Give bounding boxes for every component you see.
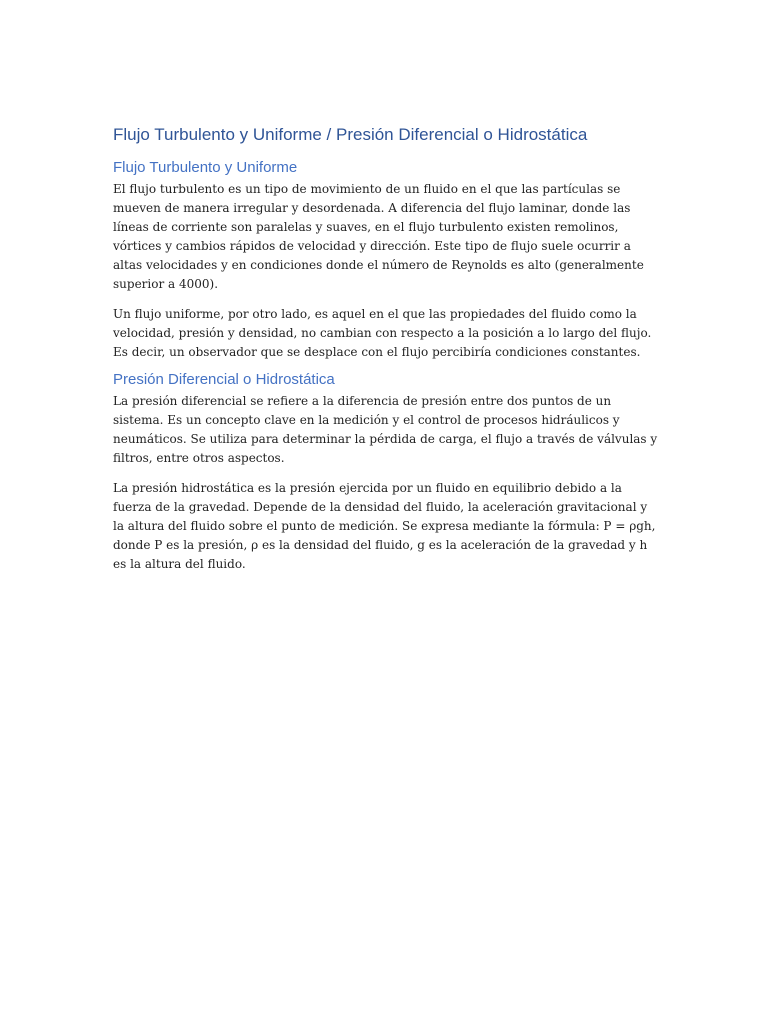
page-title: Flujo Turbulento y Uniforme / Presión Diferencial o Hidrostática bbox=[113, 125, 588, 144]
section-heading: Flujo Turbulento y Uniforme bbox=[113, 159, 298, 176]
section-flujo-turbulento bbox=[113, 158, 658, 362]
document-body bbox=[113, 124, 658, 585]
paragraph: Un flujo uniforme, por otro lado, es aquel en el que las propiedades del fluido como la velocidad, presión y densidad, no cambian con respecto a la posición a lo largo del flujo. Es decir, un observador que se desplace con el flujo percibiría condiciones constantes. bbox=[113, 307, 652, 359]
section-presion-diferencial bbox=[113, 370, 658, 574]
paragraph: El flujo turbulento es un tipo de movimiento de un fluido en el que las partículas se mueven de manera irregular y desordenada. A diferencia del flujo laminar, donde las líneas de corriente son paralelas y suaves, en el flujo turbulento existen remolinos, vórtices y cambios rápidos de velocidad y dirección. Este tipo de flujo suele ocurrir a altas velocidades y en condiciones donde el número de Reynolds es alto (generalmente superior a 4000). bbox=[113, 182, 644, 291]
paragraph: La presión diferencial se refiere a la diferencia de presión entre dos puntos de un sistema. Es un concepto clave en la medición y el control de procesos hidráulicos y neumáticos. Se utiliza para determinar la pérdida de carga, el flujo a través de válvulas y filtros, entre otros aspectos. bbox=[113, 394, 658, 465]
section-heading: Presión Diferencial o Hidrostática bbox=[113, 371, 335, 388]
paragraph: La presión hidrostática es la presión ejercida por un fluido en equilibrio debido a la fuerza de la gravedad. Depende de la densidad del fluido, la aceleración gravitacional y la altura del fluido sobre el punto de medición. Se expresa mediante la fórmula: P = ρgh, donde P es la presión, ρ es la densidad del fluido, g es la aceleración de la gravedad y h es la altura del fluido. bbox=[113, 481, 656, 571]
